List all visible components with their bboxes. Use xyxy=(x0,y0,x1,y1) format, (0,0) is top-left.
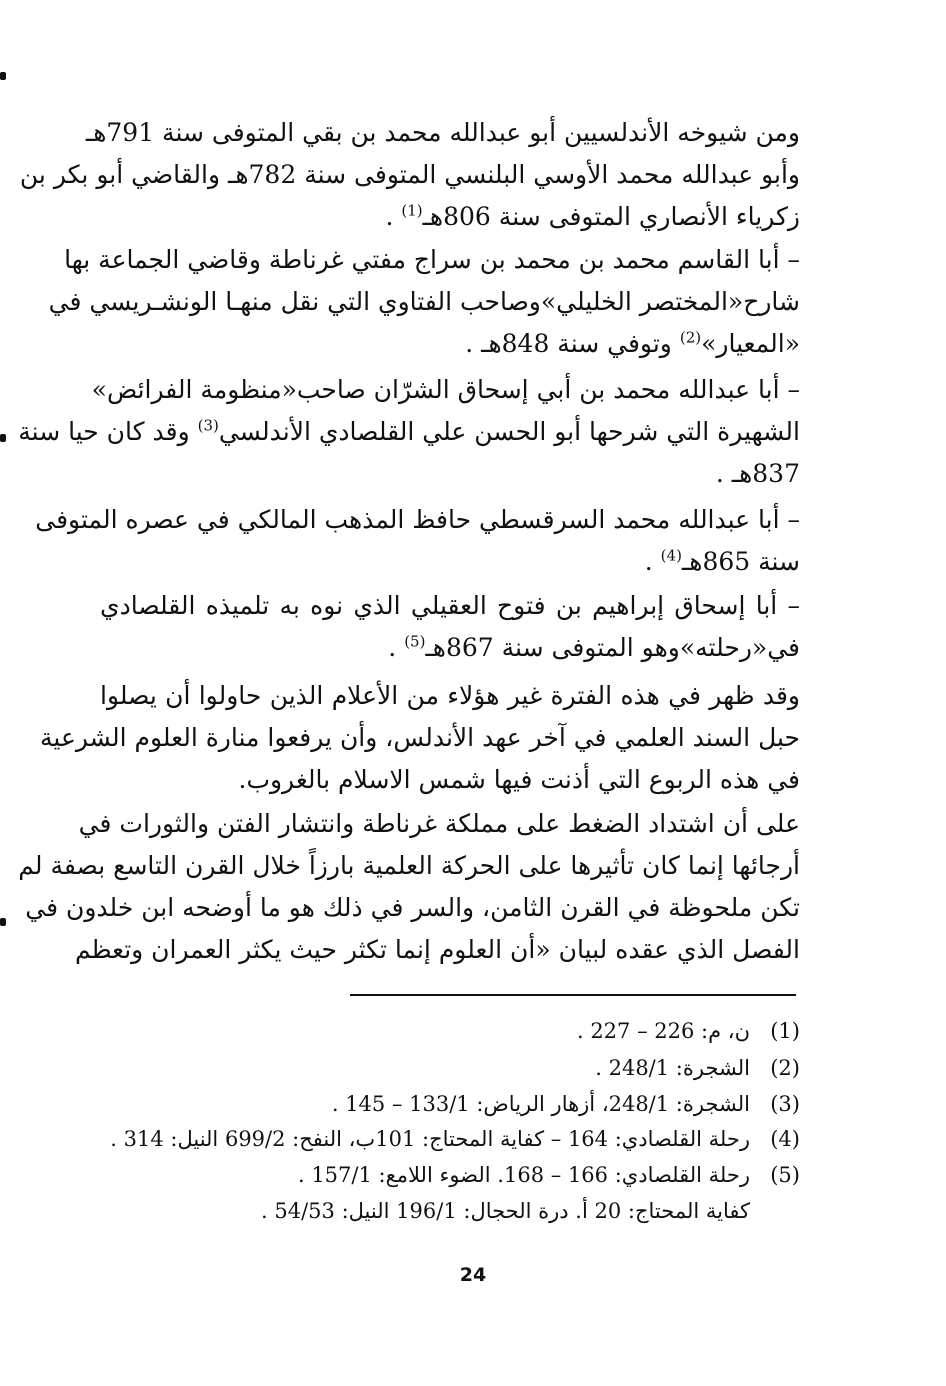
footnote-text: رحلة القلصادي: 164 – كفاية المحتاج: 101ب، النفح: 699/2 النيل: 314 . xyxy=(110,1127,750,1151)
line-text: أرجائها إنما كان تأثيرها على الحركة العلمية بارزاً خلال القرن التاسع بصفة لم xyxy=(18,851,800,880)
line-text: زكرياء الأنصاري المتوفى سنة 806هـ xyxy=(422,202,800,231)
line-text-continued: وقد كان حيا سنة xyxy=(18,417,198,446)
footnote-number: (2) xyxy=(770,1056,800,1080)
scan-mark xyxy=(0,434,6,442)
line-text: في«رحلته»وهو المتوفى سنة 867هـ xyxy=(425,633,800,662)
text-line xyxy=(100,324,800,364)
text-line xyxy=(100,197,800,237)
line-text: 837هـ . xyxy=(715,459,800,488)
text-line xyxy=(64,240,800,280)
line-text: الفصل الذي عقده لبيان «أن العلوم إنما تكثر حيث يكثر العمران وتعظم xyxy=(75,935,800,964)
line-text: تكن ملحوظة في القرن الثامن، والسر في ذلك هو ما أوضحه ابن خلدون في xyxy=(25,893,800,922)
line-text: – أبا القاسم محمد بن محمد بن سراج مفتي غرناطة وقاضي الجماعة بها xyxy=(64,245,800,274)
text-line xyxy=(100,454,800,494)
line-text: – أبا عبدالله محمد السرقسطي حافظ المذهب المالكي في عصره المتوفى xyxy=(35,505,800,534)
scan-mark xyxy=(0,918,6,926)
scan-mark xyxy=(0,72,6,80)
text-line xyxy=(100,760,800,800)
line-text: – أبا إسحاق إبراهيم بن فتوح العقيلي الذي نوه به تلميذه القلصادي xyxy=(100,591,800,620)
text-line xyxy=(100,676,800,716)
footnote-number: (5) xyxy=(770,1163,800,1187)
footnote-text: الشجرة: 248/1، أزهار الرياض: 133/1 – 145 . xyxy=(331,1092,750,1116)
line-text-continued: وتوفي سنة 848هـ . xyxy=(465,329,680,358)
text-line xyxy=(100,542,800,582)
footnote-ref: (4) xyxy=(660,546,682,565)
line-text-continued: . xyxy=(388,633,405,662)
footnote-item xyxy=(110,1124,800,1154)
text-line xyxy=(75,930,800,970)
footnote-item xyxy=(120,1053,800,1083)
footnote-ref: (2) xyxy=(679,328,702,347)
footnote-text: كفاية المحتاج: 20 أ. درة الحجال: 196/1 النيل: 54/53 . xyxy=(261,1199,750,1223)
footnote-text: رحلة القلصادي: 166 – 168. الضوء اللامع: 157/1 . xyxy=(297,1163,750,1187)
line-text: وأبو عبدالله محمد الأوسي البلنسي المتوفى سنة 782هـ والقاضي أبو بكر بن xyxy=(19,160,800,189)
footnote-ref: (1) xyxy=(401,201,423,220)
footnote-item xyxy=(120,1196,800,1226)
text-line xyxy=(91,370,800,410)
line-text: – أبا عبدالله محمد بن أبي إسحاق الشرّان صاحب«منظومة الفرائض» xyxy=(91,375,800,404)
line-text: حبل السند العلمي في آخر عهد الأندلس، وأن يرفعوا منارة العلوم الشرعية xyxy=(40,723,800,752)
footnote-text: ن، م: 226 – 227 . xyxy=(576,1019,750,1043)
line-text-continued: . xyxy=(644,547,661,576)
footnote-text: الشجرة: 248/1 . xyxy=(595,1056,750,1080)
line-text: ومن شيوخه الأندلسيين أبو عبدالله محمد بن بقي المتوفى سنة 791هـ xyxy=(85,118,800,147)
text-line xyxy=(85,113,800,153)
line-text: «المعيار» xyxy=(701,329,800,358)
line-text-continued: . xyxy=(385,202,402,231)
page-number: 24 xyxy=(459,1264,487,1286)
footnote-ref: (5) xyxy=(404,632,426,651)
text-line xyxy=(100,628,800,668)
text-line xyxy=(100,586,800,626)
text-line xyxy=(18,412,800,452)
text-line xyxy=(25,888,800,928)
footnote-item xyxy=(120,1160,800,1190)
text-line xyxy=(40,718,800,758)
footnote-item xyxy=(120,1016,800,1046)
line-text: الشهيرة التي شرحها أبو الحسن علي القلصادي الأندلسي xyxy=(218,417,800,446)
footnote-number: (4) xyxy=(770,1127,800,1151)
text-line xyxy=(78,804,800,844)
text-line xyxy=(19,155,800,195)
footnote-separator xyxy=(350,994,796,996)
footnote-ref: (3) xyxy=(197,416,219,435)
footnote-number: (3) xyxy=(770,1092,800,1116)
text-line xyxy=(48,282,800,322)
line-text: في هذه الربوع التي أذنت فيها شمس الاسلام بالغروب. xyxy=(238,765,800,794)
line-text: وقد ظهر في هذه الفترة غير هؤلاء من الأعلام الذين حاولوا أن يصلوا xyxy=(100,681,800,710)
line-text: شارح«المختصر الخليلي»وصاحب الفتاوي التي نقل منهـا الونشـريسي في xyxy=(48,287,800,316)
line-text: على أن اشتداد الضغط على مملكة غرناطة وانتشار الفتن والثورات في xyxy=(78,809,800,838)
footnote-number: (1) xyxy=(770,1019,800,1043)
line-text: سنة 865هـ xyxy=(681,547,800,576)
text-line xyxy=(18,846,800,886)
footnote-item xyxy=(120,1089,800,1119)
text-line xyxy=(35,500,800,540)
